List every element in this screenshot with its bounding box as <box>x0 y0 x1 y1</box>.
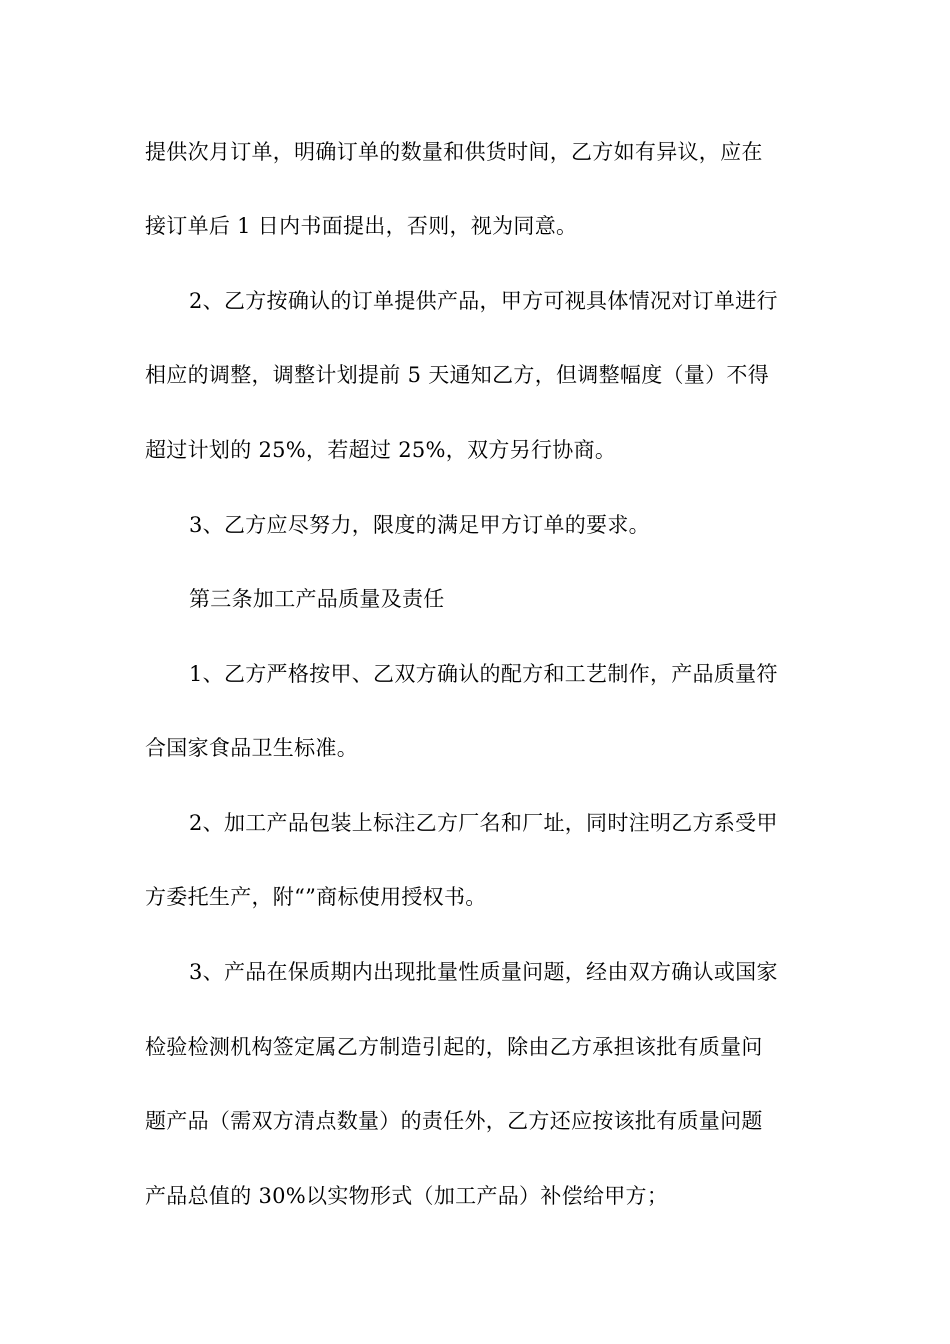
paragraph-line: 1、乙方严格按甲、乙双方确认的配方和工艺制作，产品质量符 <box>189 662 778 686</box>
paragraph-line: 产品总值的 30%以实物形式（加工产品）补偿给甲方； <box>145 1184 669 1208</box>
paragraph-line: 超过计划的 25%，若超过 25%，双方另行协商。 <box>145 438 617 462</box>
paragraph-line: 2、乙方按确认的订单提供产品，甲方可视具体情况对订单进行 <box>189 289 778 313</box>
paragraph-line: 3、产品在保质期内出现批量性质量问题，经由双方确认或国家 <box>189 960 778 984</box>
paragraph-line: 检验检测机构签定属乙方制造引起的，除由乙方承担该批有质量问 <box>145 1035 763 1059</box>
paragraph-line: 合国家食品卫生标准。 <box>145 736 358 760</box>
paragraph-line: 题产品（需双方清点数量）的责任外，乙方还应按该批有质量问题 <box>145 1109 763 1133</box>
paragraph-line: 相应的调整，调整计划提前 5 天通知乙方，但调整幅度（量）不得 <box>145 363 770 387</box>
paragraph-line: 提供次月订单，明确订单的数量和供货时间，乙方如有异议，应在 <box>145 140 763 164</box>
paragraph-line: 3、乙方应尽努力，限度的满足甲方订单的要求。 <box>189 513 650 537</box>
paragraph-line: 接订单后 1 日内书面提出，否则，视为同意。 <box>145 214 578 238</box>
section-heading: 第三条加工产品质量及责任 <box>189 587 445 611</box>
paragraph-line: 方委托生产，附“”商标使用授权书。 <box>145 885 487 909</box>
paragraph-line: 2、加工产品包装上标注乙方厂名和厂址，同时注明乙方系受甲 <box>189 811 778 835</box>
